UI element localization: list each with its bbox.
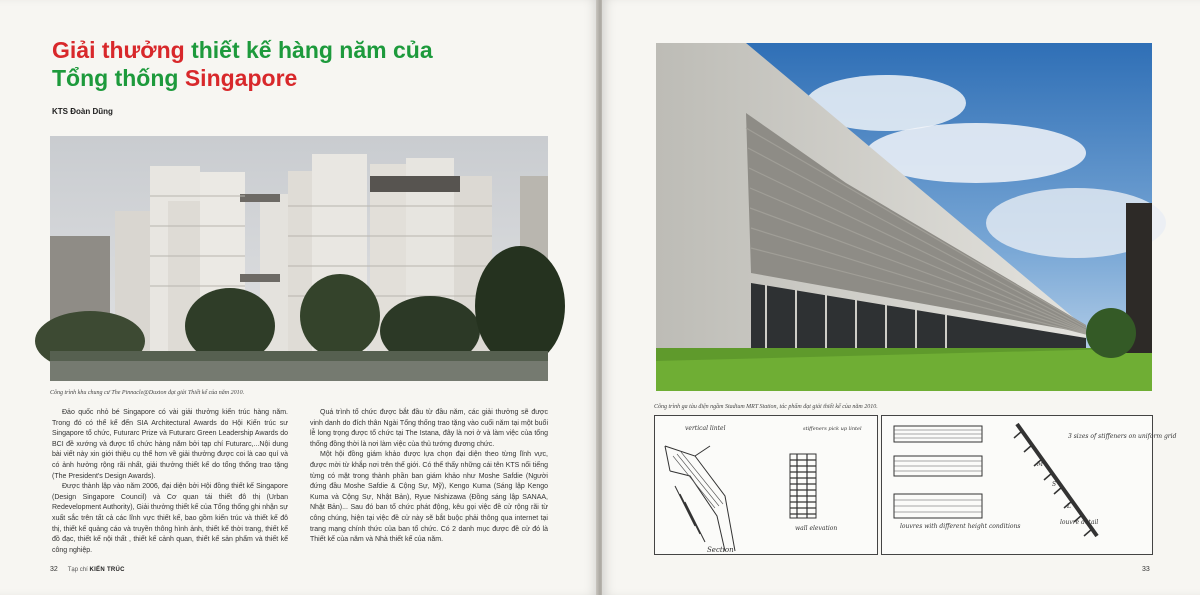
magazine-name: Tạp chí KIẾN TRÚC bbox=[67, 567, 125, 573]
text-column-2 bbox=[310, 408, 548, 546]
label-stiffeners: stiffeners pick up lintel bbox=[803, 426, 862, 432]
paragraph: Được thành lập vào năm 2006, đại diện bởi Hội đồng thiết kế Singapore (Design Singapore Council) và Cơ quan tái thiết đô thị (Urban Redevelopment Authority), Giải thưởng thiết kế của Tổng thống ghi nhận sự xuất sắc trên tất cả các lĩnh vực thiết kế, bao gồm kiến trúc và thiết kế đô thị, thiết kế quảng cáo và truyền thông hình ảnh, thiết kế thời trang, thiết kế đồ đạc, thiết kế nội thất , thiết kế cảnh quan, thiết kế sản phẩm và thiết kế công nghiệp. bbox=[52, 483, 288, 554]
label-louvres: louvres with different height conditions bbox=[900, 523, 1021, 530]
left-page bbox=[0, 0, 598, 595]
louvre-detail-sketch bbox=[881, 415, 1177, 555]
section-elevation-sketch bbox=[654, 415, 878, 555]
text-column-1 bbox=[52, 408, 288, 556]
label-s: S bbox=[1052, 481, 1057, 488]
page-number-left: 32 bbox=[50, 566, 58, 573]
page-number-right: 33 bbox=[1142, 566, 1150, 573]
photo-caption-left: Công trình khu chung cư The Pinnacle@Duxton đạt giải Thiết kế của năm 2010. bbox=[50, 390, 245, 396]
article-title bbox=[52, 36, 433, 92]
paragraph: Quá trình tổ chức được bắt đầu từ đầu năm, các giải thưởng sẽ được vinh danh do đích thân Ngài Tổng thống trao tặng vào cuối năm tại một buổi lễ long trọng được tổ chức tại The Istana, đây là nơi ở và làm việc của tổng thống đồng thời là nơi làm việc của thủ tướng đương chức. bbox=[310, 409, 548, 448]
paragraph: Một hội đồng giám khảo được lựa chọn đại diện theo từng lĩnh vực, được mời từ khắp nơi trên thế giới. Có thể thấy những cái tên KTS nổi tiếng từng có mặt trong thành phần ban giám khảo như Moshe Safdie (Người đứng đầu Moshe Safdie & Cộng Sự, Mỹ), Kengo Kuma (Sáng lập Kengo Kuma và Cộng Sự, Nhật Bản), Ryue Nishizawa (Đồng sáng lập SANAA, Nhật Bản)... Sau đó ban tổ chức phát động, kêu gọi việc đề cử rộng rãi từ công chúng, hiện tại việc đề cử này sẽ bắt buộc phải thông qua internet tại trang mạng chính thức của ban tổ chức. Có 2 danh mục được đề cử đó là Thiết kế của năm và Nhà thiết kế của năm. bbox=[310, 451, 548, 544]
label-section: Section bbox=[707, 546, 734, 554]
title-part-3: Tổng thống bbox=[52, 65, 179, 91]
pinnacle-duxton-photo bbox=[50, 136, 548, 381]
paragraph: Đảo quốc nhỏ bé Singapore có vài giải thưởng kiến trúc hàng năm. Trong đó có thể kể đến SIA Architectural Awards do Hội Kiến trúc sư Singapore tổ chức, Futurarc Prize và Futurarc Green Leadership Awards do BCI đề xướng và được tổ chức hàng năm bởi tạp chí Futurarc,...Nội dung bài viết này xin giới thiệu cụ thể hơn về giải thưởng được coi là cao quí và có ảnh hưởng rộng rãi nhất, giải thưởng thiết kế do tổng thống trao tặng (The President's Design Awards). bbox=[52, 409, 288, 480]
stadium-mrt-photo bbox=[656, 43, 1152, 391]
label-wall-elevation: wall elevation bbox=[795, 525, 838, 532]
label-three-sizes: 3 sizes of stiffeners on uniform grid bbox=[1068, 433, 1177, 440]
author-byline: KTS Đoàn Dũng bbox=[52, 107, 113, 116]
title-part-2: thiết kế hàng năm của bbox=[191, 37, 433, 63]
title-part-1: Giải thưởng bbox=[52, 37, 185, 63]
title-part-4: Singapore bbox=[184, 65, 298, 91]
label-l: L bbox=[1067, 503, 1071, 510]
label-m: M bbox=[1037, 461, 1044, 468]
label-louvre-detail: louvre detail bbox=[1060, 519, 1099, 526]
photo-caption-right: Công trình ga tàu điện ngầm Stadium MRT Station, tác phẩm đạt giải thiết kế của năm 2010. bbox=[654, 404, 878, 410]
folio-left bbox=[50, 566, 125, 573]
label-vertical-lintel: vertical lintel bbox=[685, 425, 726, 432]
